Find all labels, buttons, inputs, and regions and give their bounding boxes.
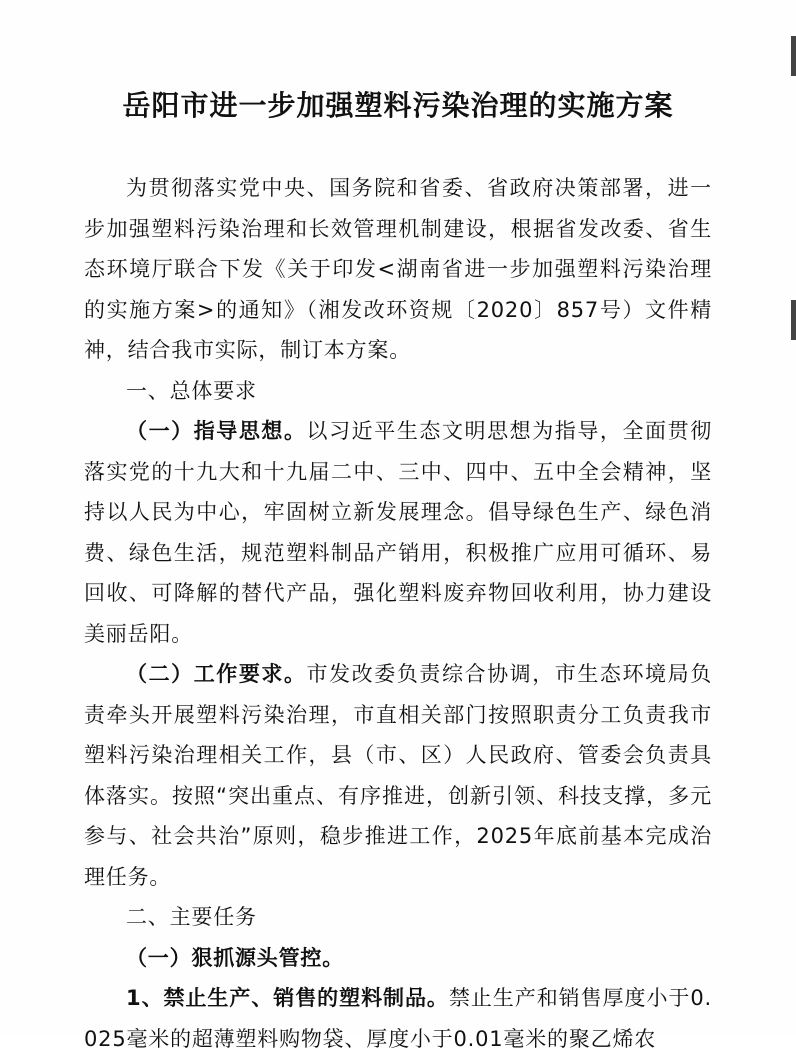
section-1-heading: 一、总体要求 bbox=[126, 378, 257, 403]
document-body bbox=[84, 168, 712, 1059]
guiding-thought-paragraph bbox=[84, 411, 712, 654]
work-requirements-text: 市发改委负责综合协调，市生态环境局负责牵头开展塑料污染治理，市直相关部门按照职责分工负责我市塑料污染治理相关工作，县（市、区）人民政府、管委会负责具体落实。按照“突出重点、有序推进，创新引领、科技支撑，多元参与、社会共治”原则，稳步推进工作，2025年底前基本完成治理任务。 bbox=[84, 662, 712, 889]
work-requirements-lead: （二）工作要求。 bbox=[126, 662, 307, 686]
section-2-heading: 二、主要任务 bbox=[126, 905, 257, 929]
source-control-heading: （一）狠抓源头管控。 bbox=[126, 945, 344, 970]
scan-edge-mark bbox=[791, 300, 796, 340]
prohibited-products-paragraph bbox=[84, 978, 712, 1059]
prohibited-products-text: 禁止生产和销售厚度小于0.025毫米的超薄塑料购物袋、厚度小于0.01毫米的聚乙烯农 bbox=[84, 986, 712, 1051]
guiding-thought-lead: （一）指导思想。 bbox=[126, 419, 307, 443]
prohibited-products-lead: 1、禁止生产、销售的塑料制品。 bbox=[126, 986, 449, 1010]
intro-paragraph: 为贯彻落实党中央、国务院和省委、省政府决策部署，进一步加强塑料污染治理和长效管理机制建设，根据省发改委、省生态环境厅联合下发《关于印发<湖南省进一步加强塑料污染治理的实施方案>的通知》（湘发改环资规〔2020〕857号）文件精神，结合我市实际，制订本方案。 bbox=[84, 176, 712, 362]
work-requirements-paragraph bbox=[84, 654, 712, 897]
guiding-thought-text: 以习近平生态文明思想为指导，全面贯彻落实党的十九大和十九届二中、三中、四中、五中全会精神，坚持以人民为中心，牢固树立新发展理念。倡导绿色生产、绿色消费、绿色生活，规范塑料制品产销用，积极推广应用可循环、易回收、可降解的替代产品，强化塑料废弃物回收利用，协力建设美丽岳阳。 bbox=[84, 419, 712, 646]
document-title: 岳阳市进一步加强塑料污染治理的实施方案 bbox=[122, 89, 674, 122]
scan-edge-mark bbox=[791, 36, 796, 76]
